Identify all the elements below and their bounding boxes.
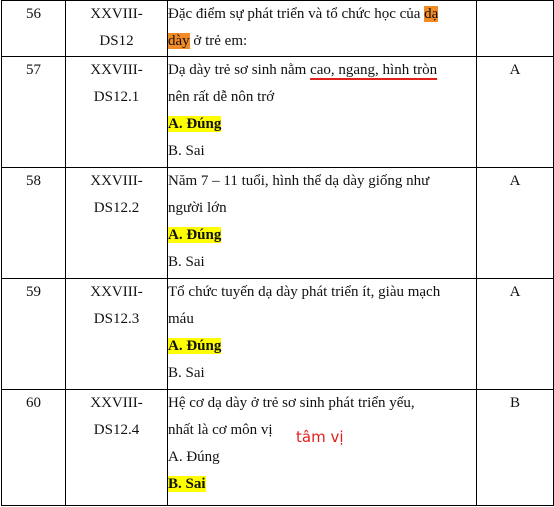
content-line	[168, 57, 476, 84]
answer-cell: A	[477, 279, 554, 390]
highlighted-term: dày	[168, 33, 190, 49]
code-line: DS12.3	[93, 311, 140, 327]
code-line: DS12	[99, 33, 134, 49]
highlighted-term: dạ	[424, 6, 439, 22]
code-line: DS12.2	[93, 200, 140, 216]
content-text: Đặc điểm sự phát triển và tổ chức học của	[168, 6, 425, 22]
content-line: nên rất dễ nôn trớ	[168, 89, 275, 105]
code-line: DS12.4	[93, 422, 140, 438]
content-line: Hệ cơ dạ dày ở trẻ sơ sinh phát triển yếu,	[168, 395, 415, 411]
code-line: DS12.1	[93, 89, 140, 105]
option-a	[168, 333, 476, 360]
code-line: XXVIII-	[90, 6, 143, 22]
answer-cell: A	[477, 57, 554, 168]
code-line: XXVIII-	[90, 173, 143, 189]
content-line	[168, 1, 476, 28]
question-content	[168, 390, 477, 506]
content-line: máu	[168, 311, 194, 327]
question-number: 59	[2, 279, 66, 390]
question-content	[168, 1, 477, 57]
question-code	[66, 57, 168, 168]
content-line: nhất là cơ môn vị	[168, 422, 273, 438]
question-content	[168, 279, 477, 390]
content-text: Dạ dày trẻ sơ sinh nằm	[168, 62, 311, 78]
question-code	[66, 279, 168, 390]
question-table	[1, 0, 554, 506]
table-row	[2, 279, 554, 390]
correct-option: A. Đúng	[168, 338, 222, 354]
correct-option: A. Đúng	[168, 116, 222, 132]
table-row	[2, 168, 554, 279]
answer-cell: A	[477, 168, 554, 279]
code-line: XXVIII-	[90, 395, 143, 411]
option-a: A. Đúng	[168, 449, 220, 465]
correct-option: B. Sai	[168, 476, 206, 492]
code-line: XXVIII-	[90, 62, 143, 78]
option-b: B. Sai	[168, 365, 205, 381]
content-line	[168, 28, 476, 55]
question-code	[66, 1, 168, 57]
option-a	[168, 222, 476, 249]
table-row	[2, 1, 554, 57]
table-row	[2, 57, 554, 168]
handwritten-note: tâm vị	[296, 428, 344, 446]
question-number: 60	[2, 390, 66, 506]
content-line: Tổ chức tuyến dạ dày phát triển ít, giàu mạch	[168, 284, 441, 300]
underlined-phrase: cao, ngang, hình tròn	[310, 62, 438, 78]
answer-cell: B	[477, 390, 554, 506]
code-line: XXVIII-	[90, 284, 143, 300]
option-a	[168, 111, 476, 138]
option-b: B. Sai	[168, 254, 205, 270]
option-b	[168, 471, 476, 498]
question-content	[168, 168, 477, 279]
correct-option: A. Đúng	[168, 227, 222, 243]
question-content	[168, 57, 477, 168]
option-b: B. Sai	[168, 143, 205, 159]
question-number: 57	[2, 57, 66, 168]
question-code	[66, 168, 168, 279]
question-code	[66, 390, 168, 506]
table-row	[2, 390, 554, 506]
content-line: Năm 7 – 11 tuổi, hình thể dạ dày giống như	[168, 173, 430, 189]
content-text: ở trẻ em:	[189, 33, 248, 49]
question-number: 58	[2, 168, 66, 279]
content-line: người lớn	[168, 200, 227, 216]
answer-cell	[477, 1, 554, 57]
question-number: 56	[2, 1, 66, 57]
